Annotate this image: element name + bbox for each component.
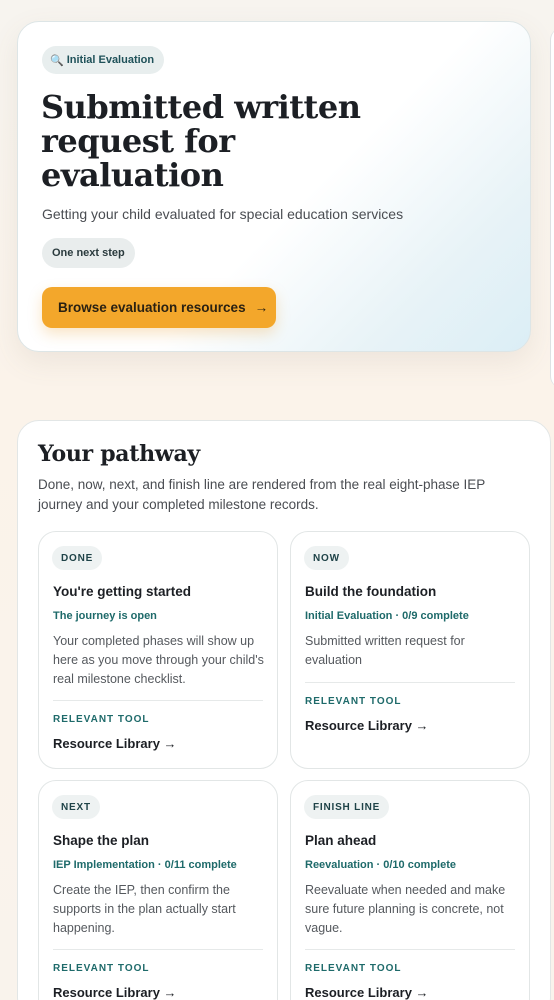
card-divider (53, 700, 263, 701)
phase-badge (42, 46, 164, 74)
card-body: Create the IEP, then confirm the supports in the plan actually start happening. (53, 883, 236, 935)
card-tool-label: RELEVANT TOOL (305, 696, 402, 707)
milestone-title: Submitted written request for evaluation (41, 88, 361, 194)
card-meta: The journey is open (53, 610, 157, 622)
card-status-tag: NEXT (52, 795, 100, 819)
resource-library-link[interactable]: Resource Library → (305, 718, 429, 733)
card-body: Submitted written request for evaluation (305, 634, 465, 667)
card-divider (305, 949, 515, 950)
card-meta: Initial Evaluation · 0/9 complete (305, 610, 469, 622)
resource-library-link[interactable]: Resource Library → (53, 985, 177, 1000)
next-panel-edge (550, 28, 554, 388)
card-body: Your completed phases will show up here as you move through your child's real milestone checklist. (53, 634, 264, 686)
card-tool-label: RELEVANT TOOL (53, 714, 150, 725)
pathway-title: Your pathway (38, 441, 200, 467)
card-title: You're getting started (53, 584, 191, 599)
card-meta: Reevaluation · 0/10 complete (305, 859, 456, 871)
pathway-section (17, 420, 551, 1000)
pathway-card-now (290, 531, 530, 769)
card-divider (305, 682, 515, 683)
card-tool-label: RELEVANT TOOL (305, 963, 402, 974)
pathway-card-done (38, 531, 278, 769)
card-body: Reevaluate when needed and make sure future planning is concrete, not vague. (305, 883, 506, 935)
card-status-tag: DONE (52, 546, 102, 570)
card-title: Shape the plan (53, 833, 150, 848)
browse-resources-label: Browse evaluation resources (58, 300, 246, 315)
card-status-tag: FINISH LINE (304, 795, 389, 819)
arrow-right-icon: → (254, 300, 269, 315)
card-meta: IEP Implementation · 0/11 complete (53, 859, 237, 871)
current-milestone-hero (17, 21, 531, 352)
card-divider (53, 949, 263, 950)
card-status-tag: NOW (304, 546, 349, 570)
phase-badge-label: Initial Evaluation (66, 54, 155, 66)
pathway-card-finish-line (290, 780, 530, 1000)
card-title: Plan ahead (305, 833, 377, 848)
milestone-subtitle: Getting your child evaluated for special education services (42, 206, 404, 222)
card-tool-label: RELEVANT TOOL (53, 963, 150, 974)
next-step-pill: One next step (42, 238, 135, 268)
resource-library-link[interactable]: Resource Library → (53, 736, 177, 751)
browse-resources-button[interactable] (42, 287, 276, 328)
card-title: Build the foundation (305, 584, 437, 599)
resource-library-link[interactable]: Resource Library → (305, 985, 429, 1000)
magnifier-icon: 🔍 (50, 54, 64, 67)
pathway-description: Done, now, next, and finish line are rendered from the real eight-phase IEP journey and your completed milestone records. (38, 477, 486, 512)
pathway-card-next (38, 780, 278, 1000)
